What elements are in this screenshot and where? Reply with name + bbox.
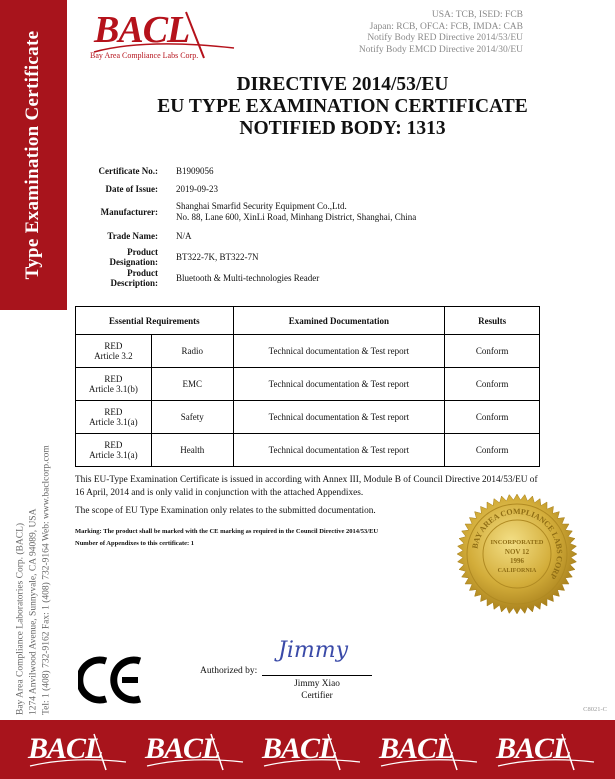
cell-category: Safety	[151, 401, 233, 434]
logo-subtitle: Bay Area Compliance Labs Corp.	[90, 51, 199, 60]
label-certificate-no: Certificate No.:	[98, 166, 158, 176]
footer-logo	[28, 732, 128, 772]
footer-logo	[262, 732, 362, 772]
footer-logo-text: BACL	[262, 732, 337, 765]
certificate-info	[80, 162, 416, 288]
sidebar-title: Type Examination Certificate	[22, 30, 43, 280]
label-date-of-issue: Date of Issue:	[105, 184, 158, 194]
manufacturer-address: No. 88, Lane 600, XinLi Road, Minhang District, Shanghai, China	[176, 212, 417, 222]
table-row	[76, 368, 540, 401]
logo-text: BACL	[94, 9, 190, 51]
address-line-1: Bay Area Compliance Laboratories Corp. (BACL)	[15, 522, 26, 715]
cell-result: Conform	[445, 335, 540, 368]
info-row-trade-name	[80, 226, 416, 246]
value-certificate-no: B1909056	[176, 165, 214, 176]
signature-handwriting: Jimmy	[278, 638, 349, 663]
header-examined-documentation: Examined Documentation	[233, 307, 445, 335]
cell-article-text: Article 3.1(a)	[89, 417, 138, 427]
info-row-manufacturer	[80, 198, 416, 226]
cell-category: EMC	[151, 368, 233, 401]
accreditations	[359, 10, 523, 56]
scope-statement: The scope of EU Type Examination only relates to the submitted documentation.	[75, 506, 376, 516]
issuance-statement: This EU-Type Examination Certificate is issued in according with Annex III, Module B of Council Directive 2014/53/EU of 16 April, 2014 and is only valid in conjunction with the attached Appendixes.	[75, 475, 538, 498]
label-product-designation: Product Designation:	[109, 247, 158, 267]
footer-banner	[0, 720, 615, 779]
cell-article	[76, 368, 152, 401]
marking-notes	[75, 526, 378, 550]
marking-text: Marking: The product shall be marked with the CE marking as required in the Council Directive 2014/53/EU	[75, 528, 379, 535]
title-certificate: EU TYPE EXAMINATION CERTIFICATE	[157, 96, 528, 117]
address-line-2: 1274 Anvilwood Avenue, Sunnyvale, CA 94089, USA	[28, 508, 39, 715]
info-row-product-description	[80, 268, 416, 288]
info-row-date-of-issue	[80, 180, 416, 198]
label-product-description: Product Description:	[110, 268, 158, 288]
address-line-3: Tel: 1 (408) 732-9162 Fax: 1 (408) 732-9164 Web: www.baclcorp.com	[41, 445, 52, 715]
cell-documentation: Technical documentation & Test report	[233, 368, 445, 401]
table-row	[76, 434, 540, 467]
cell-documentation: Technical documentation & Test report	[233, 401, 445, 434]
table-header-row	[76, 307, 540, 335]
ce-mark-text: CE	[78, 655, 80, 656]
header-essential-requirements: Essential Requirements	[76, 307, 234, 335]
handwritten-signature-icon	[268, 625, 368, 670]
seal-line-3: 1996	[510, 557, 524, 565]
value-date-of-issue: 2019-09-23	[176, 183, 218, 194]
title-directive: DIRECTIVE 2014/53/EU	[236, 74, 449, 95]
cell-article	[76, 434, 152, 467]
lab-address	[15, 375, 54, 715]
cell-article-text: Article 3.2	[94, 351, 133, 361]
accreditation-2: Japan: RCB, OFCA: FCB, IMDA: CAB	[369, 21, 523, 32]
footer-logo-text: BACL	[28, 732, 103, 765]
footer-logo-text: BACL	[145, 732, 220, 765]
footer-logo	[496, 732, 596, 772]
cell-category: Radio	[151, 335, 233, 368]
value-trade-name: N/A	[176, 230, 192, 241]
seal-line-2: NOV 12	[504, 548, 530, 556]
label-manufacturer: Manufacturer:	[100, 207, 158, 217]
cell-documentation: Technical documentation & Test report	[233, 434, 445, 467]
table-row	[76, 401, 540, 434]
cell-result: Conform	[445, 401, 540, 434]
certificate-titles	[70, 74, 615, 140]
appendixes-count: Number of Appendixes to this certificate: 1	[75, 540, 195, 547]
cell-article	[76, 335, 152, 368]
cell-directive-text: RED	[104, 341, 123, 351]
sidebar-banner	[0, 0, 67, 310]
title-notified-body: NOTIFIED BODY: 1313	[239, 118, 446, 139]
manufacturer-name: Shanghai Smarfid Security Equipment Co.,Ltd.	[176, 201, 347, 211]
seal-ring-text: BAY AREA COMPLIANCE LABS CORP	[470, 506, 565, 581]
info-row-product-designation	[80, 246, 416, 268]
header-results: Results	[445, 307, 540, 335]
gold-seal-icon	[452, 492, 582, 616]
cell-result: Conform	[445, 368, 540, 401]
footer-logo	[379, 732, 479, 772]
value-product-description: Bluetooth & Multi-technologies Reader	[176, 272, 320, 283]
table-row	[76, 335, 540, 368]
signer-name: Jimmy Xiao	[294, 679, 340, 689]
label-trade-name: Trade Name:	[107, 231, 158, 241]
signature-line	[262, 675, 372, 676]
cell-directive-text: RED	[104, 440, 123, 450]
ce-mark-icon	[78, 655, 144, 705]
accreditation-1: USA: TCB, ISED: FCB	[431, 10, 523, 20]
accreditation-4: Notify Body EMCD Directive 2014/30/EU	[358, 44, 523, 55]
cell-directive-text: RED	[104, 407, 123, 417]
cell-documentation: Technical documentation & Test report	[233, 335, 445, 368]
cell-article	[76, 401, 152, 434]
footer-logo	[145, 732, 245, 772]
cell-result: Conform	[445, 434, 540, 467]
value-manufacturer	[176, 201, 416, 223]
requirements-table	[75, 306, 540, 467]
authorized-label: Authorized by:	[200, 666, 258, 676]
signer-block	[262, 678, 372, 702]
signer-title: Certifier	[301, 691, 333, 701]
accreditation-3: Notify Body RED Directive 2014/53/EU	[367, 33, 523, 43]
cell-directive-text: RED	[104, 374, 123, 384]
info-row-certificate-no	[80, 162, 416, 180]
cell-article-text: Article 3.1(b)	[88, 384, 138, 394]
value-product-designation: BT322-7K, BT322-7N	[176, 251, 259, 262]
seal-line-4: CALIFORNIA	[497, 568, 537, 574]
seal-line-1: INCORPORATED	[490, 539, 544, 546]
cell-article-text: Article 3.1(a)	[89, 450, 138, 460]
bacl-logo	[86, 8, 236, 64]
footer-logo-text: BACL	[379, 732, 454, 765]
footer-logo-text: BACL	[496, 732, 571, 765]
form-code: C8021-C	[583, 706, 607, 713]
cell-category: Health	[151, 434, 233, 467]
